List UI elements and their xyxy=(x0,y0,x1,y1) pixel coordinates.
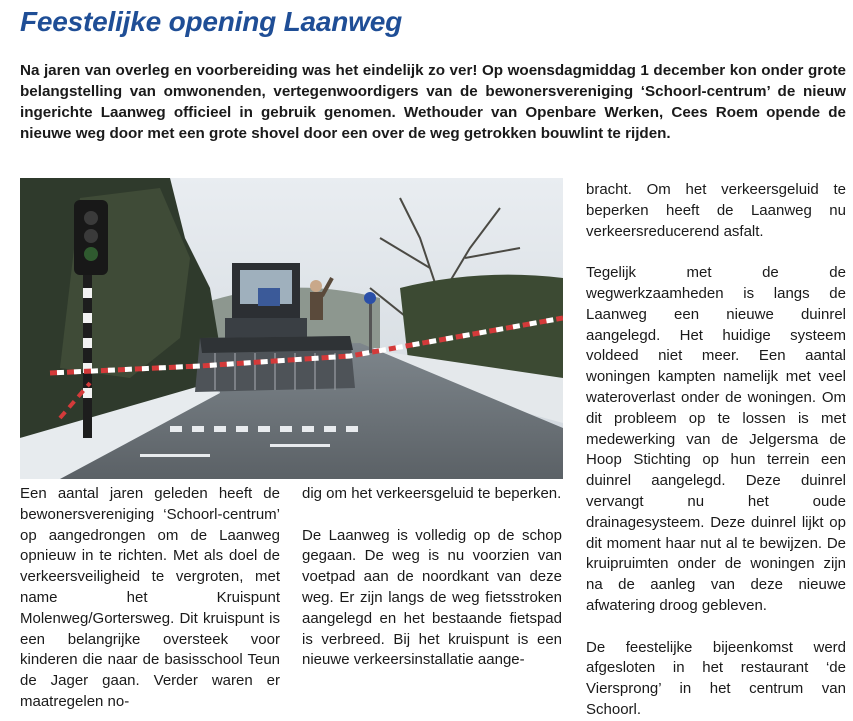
paragraph: De feestelijke bijeenkomst werd afgesloten in het restaurant ‘de Viersprong’ in het centrum van Schoorl. xyxy=(586,638,846,718)
paragraph: Tegelijk met de de wegwerkzaamheden is langs de Laanweg een nieuwe duinrel aangelegd. Het huidige systeem voldeed niet meer. Een aantal woningen kampten namelijk met veel wateroverlast onder de woningen. Om dit probleem op te lossen is met medewerking van de Jelgersma de Hoop Stichting op hun terrein een duinrel aangelegd. Deze duinrel vervangt nu het oude drainagesysteem. Deze duinrel lijkt op dit moment haar nut al te bewijzen. De kruipruimten onder de woningen zijn na de aanleg van deze nieuwe afwatering droog gebleven. xyxy=(586,264,846,614)
photo-shovel-ribbon-icon xyxy=(20,178,563,479)
text-column-3 xyxy=(586,180,846,721)
article-title: Feestelijke opening Laanweg xyxy=(20,6,403,37)
paragraph: De Laanweg is volledig op de schop gegaan. De weg is nu voorzien van voetpad aan de noordkant van deze weg. Er zijn langs de weg fietsstroken aangelegd en het bestaande fietspad is verbreed. Bij het kruispunt is een nieuwe verkeersinstallatie aange- xyxy=(302,526,562,669)
paragraph: bracht. Om het verkeersgeluid te beperken heeft de Laanweg nu verkeersreducerend asfalt. xyxy=(586,181,846,240)
paragraph: dig om het verkeersgeluid te beperken. xyxy=(302,485,562,502)
text-column-1 xyxy=(20,484,280,713)
paragraph: Een aantal jaren geleden heeft de bewonersvereniging ‘Schoorl-centrum’ op aangedrongen om de Laanweg opnieuw in te richten. Met als doel de verkeersveiligheid te vergroten, met name het Kruispunt Molenweg/Gortersweg. Dit kruispunt is een belangrijke oversteek voor kinderen die naar de basisschool Teun de Jager gaan. Verder waren er maatregelen no- xyxy=(20,485,280,710)
article-lead: Na jaren van overleg en voorbereiding was het eindelijk zo ver! Op woensdagmiddag 1 december kon onder grote belangstelling van omwonenden, vertegenwoordigers van de bewonersvereniging ‘Schoorl-centrum’ de nieuw ingerichte Laanweg officieel in gebruik genomen. Wethouder van Openbare Werken, Cees Roem opende de nieuwe weg door met een grote shovel door een over de weg getrokken bouwlint te rijden. xyxy=(20,62,846,142)
text-column-2 xyxy=(302,484,562,671)
article-photo xyxy=(20,178,563,479)
